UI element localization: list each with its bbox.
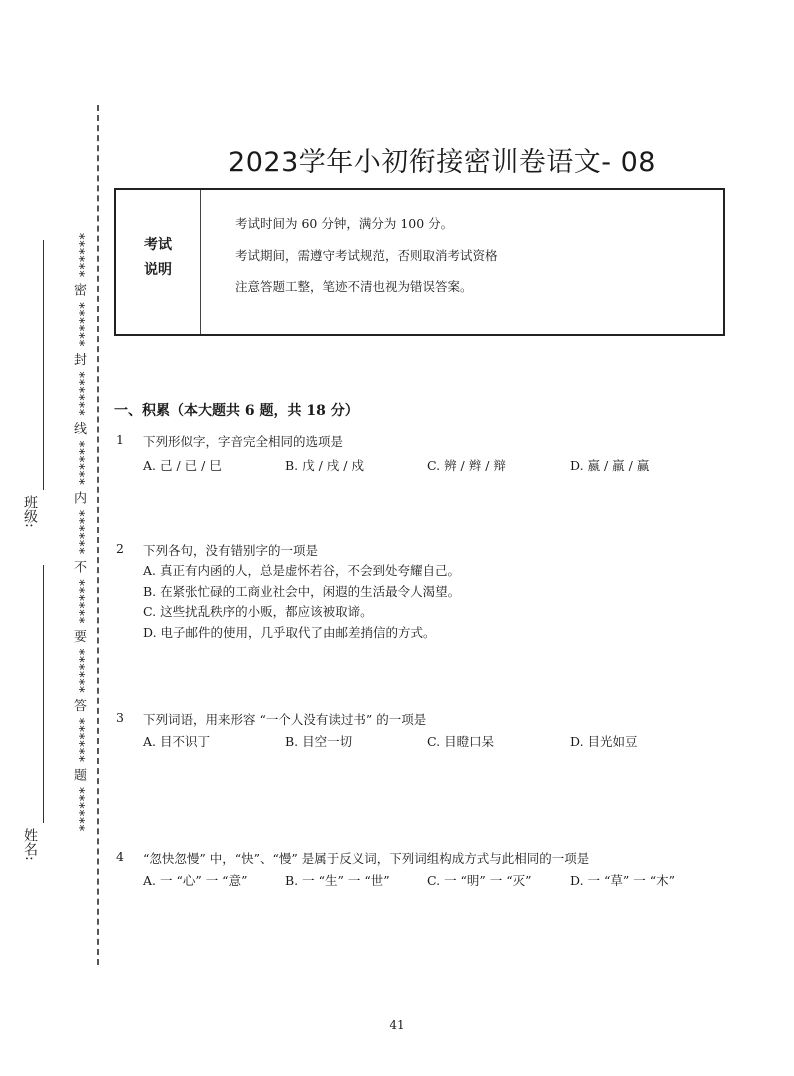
option-a: A. 一 “心” 一 “意” (143, 873, 248, 888)
instruction-line: 注意答题工整，笔迹不清也视为错误答案。 (235, 279, 473, 294)
name-label: 姓名: (22, 828, 38, 861)
question-number: 1 (116, 432, 124, 447)
question-stem: 下列形似字，字音完全相同的选项是 (143, 434, 344, 449)
option-b: B. 戊 / 戌 / 戍 (285, 458, 364, 473)
instruction-line: 考试期间，需遵守考试规范，否则取消考试资格 (235, 248, 498, 263)
section-heading: 一、积累（本大题共 6 题，共 18 分） (114, 403, 359, 419)
question-stem: “忽快忽慢” 中，“快”、“慢” 是属于反义词，下列词组构成方式与此相同的一项是 (143, 851, 590, 866)
option-b: B. 目空一切 (285, 734, 353, 749)
page-title: 2023学年小初衔接密训卷语文- 08 (228, 147, 656, 178)
question-stem: 下列各句，没有错别字的一项是 (143, 543, 319, 558)
instructions-label-line2: 说明 (144, 262, 172, 278)
seal-line-text: ****** 密 ****** 封 ****** 线 ****** 内 ****** 不 ****** 要 ****** 答 ****** 题 ****** (71, 232, 86, 833)
option-b: B. 一 “生” 一 “世” (285, 873, 390, 888)
name-write-line (43, 565, 44, 823)
option-d: D. 目光如豆 (570, 734, 638, 749)
option-d: D. 电子邮件的使用，几乎取代了由邮差捎信的方式。 (143, 625, 436, 640)
instruction-line: 考试时间为 60 分钟，满分为 100 分。 (235, 216, 454, 231)
page-number: 41 (389, 1018, 405, 1032)
instructions-label-line1: 考试 (144, 237, 172, 253)
option-c: C. 一 “明” 一 “灭” (427, 873, 532, 888)
option-d: D. 一 “草” 一 “木” (570, 873, 676, 888)
option-c: C. 这些扰乱秩序的小贩，都应该被取谛。 (143, 604, 373, 619)
question-number: 4 (116, 849, 124, 864)
question-stem: 下列词语，用来形容 “一个人没有读过书” 的一项是 (143, 712, 427, 727)
question-number: 2 (116, 541, 124, 556)
instructions-divider (200, 190, 201, 334)
class-write-line (43, 240, 44, 490)
option-a: A. 真正有内函的人，总是虚怀若谷，不会到处夸耀自己。 (143, 563, 460, 578)
option-a: A. 己 / 已 / 巳 (143, 458, 222, 473)
question-number: 3 (116, 710, 124, 725)
option-c: C. 辨 / 辫 / 辩 (427, 458, 506, 473)
option-a: A. 目不识丁 (143, 734, 210, 749)
option-d: D. 嬴 / 羸 / 赢 (570, 458, 650, 473)
option-b: B. 在紧张忙碌的工商业社会中，闲遐的生活最令人渴望。 (143, 584, 461, 599)
class-label: 班级: (22, 495, 38, 528)
option-c: C. 目瞪口呆 (427, 734, 495, 749)
